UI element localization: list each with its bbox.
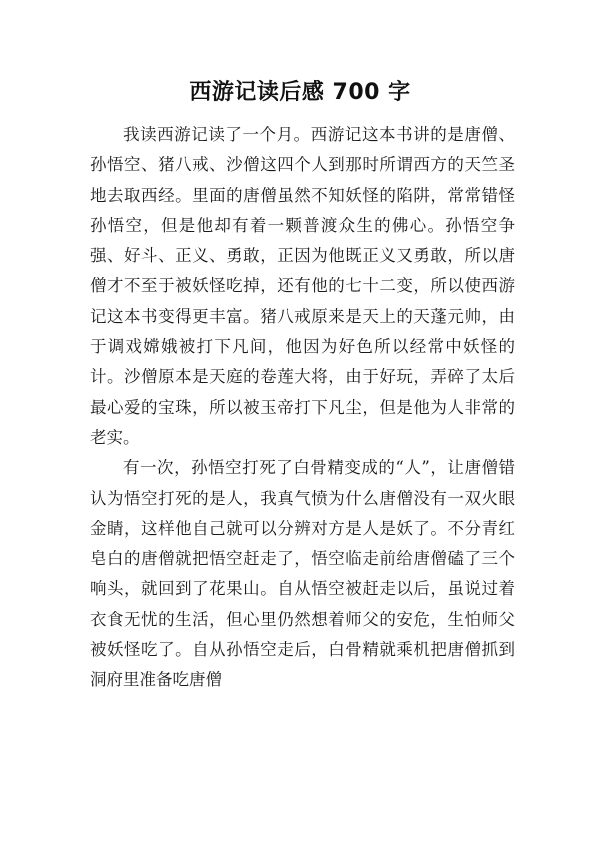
document-title: 西游记读后感 700 字 xyxy=(189,80,411,105)
paragraph-2: 有一次，孙悟空打死了白骨精变成的“人”，让唐僧错认为悟空打死的是人，我真气愤为什么唐僧没有一双火眼金睛，这样他自己就可以分辨对方是人是妖了。不分青红皂白的唐僧就把悟空赶走了，悟空临走前给唐僧磕了三个响头，就回到了花果山。自从悟空被赶走以后，虽说过着衣食无忧的生活，但心里仍然想着师父的安危，生怕师父被妖怪吃了。自从孙悟空走后，白骨精就乘机把唐僧抓到洞府里准备吃唐僧 xyxy=(90,458,515,690)
paragraph-1: 我读西游记读了一个月。西游记这本书讲的是唐僧、孙悟空、猪八戒、沙僧这四个人到那时所谓西方的天竺圣地去取西经。里面的唐僧虽然不知妖怪的陷阱，常常错怪孙悟空，但是他却有着一颗普渡众生的佛心。孙悟空争强、好斗、正义、勇敢，正因为他既正义又勇敢，所以唐僧才不至于被妖怪吃掉，还有他的七十二变，所以使西游记这本书变得更丰富。猪八戒原来是天上的天蓬元帅，由于调戏嫦娥被打下凡间，他因为好色所以经常中妖怪的计。沙僧原本是天庭的卷莲大将，由于好玩，弄碎了太后最心爱的宝珠，所以被玉帝打下凡尘，但是他为人非常的老实。 xyxy=(90,125,515,447)
document-body xyxy=(90,120,515,696)
